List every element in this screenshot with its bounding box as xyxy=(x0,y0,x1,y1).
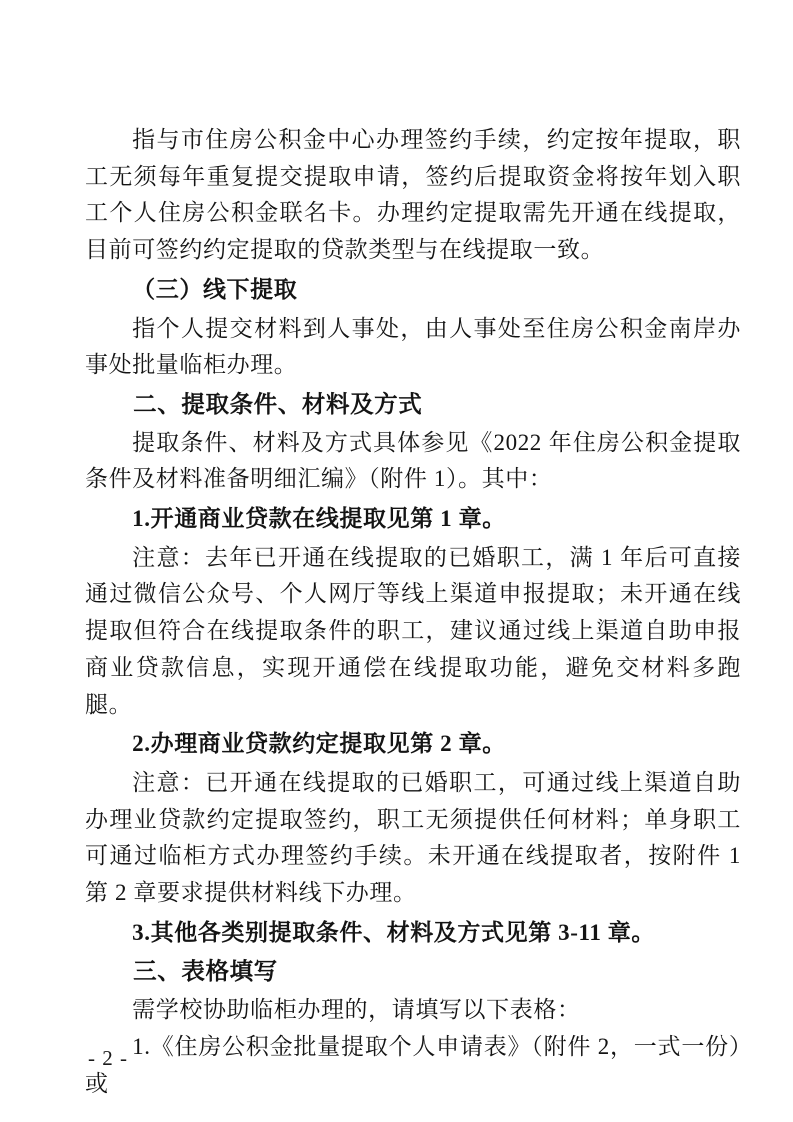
paragraph-form-filling-intro: 需学校协助临柜办理的，请填写以下表格： xyxy=(132,997,581,1023)
subsection-heading-offline-withdrawal: （三）线下提取 xyxy=(132,276,298,302)
paragraph-note-agreed-withdrawal: 注意：已开通在线提取的已婚职工，可通过线上渠道自助办理业贷款约定提取签约，职工无须提供任何材料；单身职工可通过临柜方式办理签约手续。未开通在线提取者，按附件 1 第 2 章要求提供材料线下办理。 xyxy=(85,769,741,906)
paragraph-offline-withdrawal-desc: 指个人提交材料到人事处，由人事处至住房公积金南岸办事处批量临柜办理。 xyxy=(85,315,741,378)
section-heading-form-filling: 三、表格填写 xyxy=(133,958,278,985)
paragraph-signing-agreement: 指与市住房公积金中心办理签约手续，约定按年提取，职工无须每年重复提交提取申请，签约后提取资金将按年划入职工个人住房公积金联名卡。办理约定提取需先开通在线提取，目前可签约约定提取的贷款类型与在线提取一致。 xyxy=(85,127,741,263)
paragraph-conditions-reference: 提取条件、材料及方式具体参见《2022 年住房公积金提取条件及材料准备明细汇编》（附件 1）。其中： xyxy=(85,429,741,492)
numbered-heading-other-categories-ch3-11: 3.其他各类别提取条件、材料及方式见第 3-11 章。 xyxy=(132,919,655,945)
numbered-heading-online-withdrawal-ch1: 1.开通商业贷款在线提取见第 1 章。 xyxy=(132,506,506,532)
page-number: - 2 - xyxy=(88,1046,128,1070)
document-body xyxy=(85,122,741,1102)
section-heading-conditions-materials: 二、提取条件、材料及方式 xyxy=(133,390,423,417)
paragraph-batch-withdrawal-form: 1.《住房公积金批量提取个人申请表》（附件 2，一式一份）或 xyxy=(85,1033,741,1096)
numbered-heading-agreed-withdrawal-ch2: 2.办理商业贷款约定提取见第 2 章。 xyxy=(132,731,506,757)
paragraph-note-online-withdrawal: 注意：去年已开通在线提取的已婚职工，满 1 年后可直接通过微信公众号、个人网厅等线上渠道申报提取；未开通在线提取但符合在线提取条件的职工，建议通过线上渠道自助申报商业贷款信息，实现开通偿在线提取功能，避免交材料多跑腿。 xyxy=(85,544,741,717)
